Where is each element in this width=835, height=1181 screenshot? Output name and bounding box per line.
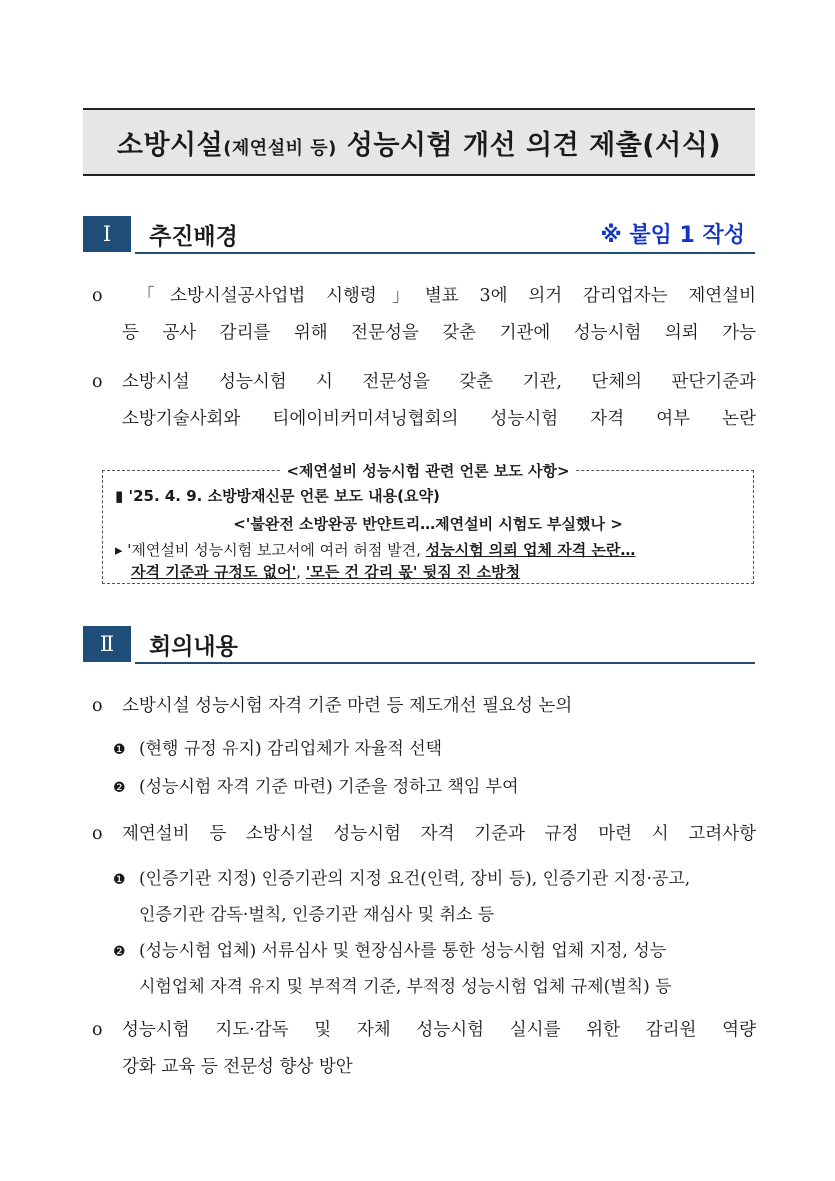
background-item-1: o 「소방시설공사업법 시행령」별표 3에 의거 감리업자는 제연설비 등 공사 감리를 위해 전문성을 갖춘 기관에 성능시험 의뢰 가능: [92, 278, 756, 352]
document-title: 소방시설(제연설비 등) 성능시험 개선 의견 제출(서식): [116, 129, 722, 161]
section-2-number: Ⅱ: [83, 626, 131, 662]
section-1-header: [83, 216, 755, 252]
background-item-2: o 소방시설 성능시험 시 전문성을 갖춘 기관, 단체의 판단기준과 소방기술사회와 티에이비커미셔닝협회의 성능시험 자격 여부 논란: [92, 364, 756, 438]
meeting-item-1-option-2: ❷ (성능시험 자격 기준 마련) 기준을 정하고 책임 부여: [113, 770, 756, 806]
number-2-icon: ❷: [113, 780, 126, 796]
document-title-box: [83, 108, 755, 176]
news-headline: <'불완전 소방완공 반얀트리…제연설비 시험도 부실했나 >: [233, 515, 623, 533]
news-summary-line-1: ▸ '제연설비 성능시험 보고서에 여러 허점 발견, 성능시험 의뢰 업체 자격 논란…: [115, 541, 636, 559]
meeting-item-3: o 성능시험 지도·감독 및 자체 성능시험 실시를 위한 감리원 역량 강화 교육 등 전문성 향상 방안: [92, 1012, 756, 1086]
bullet: o: [92, 824, 103, 844]
number-2-icon: ❷: [113, 944, 126, 960]
bullet: o: [92, 696, 103, 716]
section-2-heading: 회의내용: [149, 634, 238, 660]
meeting-item-2-point-2: ❷ (성능시험 업체) 서류심사 및 현장심사를 통한 성능시험 업체 지정, 성능 시험업체 자격 유지 및 부적격 기준, 부적정 성능시험 업체 규제(벌칙) 등: [113, 934, 756, 1005]
news-box-title: <제연설비 성능시험 관련 언론 보도 사항>: [280, 462, 575, 480]
number-1-icon: ❶: [113, 872, 126, 888]
bullet: o: [92, 1020, 103, 1040]
section-2-rule: [135, 662, 755, 664]
news-source: ▮ '25. 4. 9. 소방방재신문 언론 보도 내용(요약): [115, 487, 440, 505]
news-summary-line-2: 자격 기준과 규정도 없어', '모든 건 감리 몫' 뒷짐 진 소방청: [131, 563, 521, 581]
bullet: o: [92, 286, 103, 306]
section-2-header: [83, 626, 755, 662]
section-1-rule: [135, 252, 755, 254]
section-1-heading: 추진배경: [149, 224, 238, 250]
news-report-box: [102, 462, 754, 584]
meeting-item-2: o 제연설비 등 소방시설 성능시험 자격 기준과 규정 마련 시 고려사항: [92, 816, 756, 853]
number-1-icon: ❶: [113, 742, 126, 758]
meeting-item-2-point-1: ❶ (인증기관 지정) 인증기관의 지정 요건(인력, 장비 등), 인증기관 지정·공고, 인증기관 감독·벌칙, 인증기관 재심사 및 취소 등: [113, 862, 756, 933]
section-1-number: Ⅰ: [83, 216, 131, 252]
meeting-item-1: o 소방시설 성능시험 자격 기준 마련 등 제도개선 필요성 논의: [92, 688, 756, 725]
bullet: o: [92, 372, 103, 392]
attachment-note: ※ 붙임 1 작성: [600, 223, 745, 248]
meeting-item-1-option-1: ❶ (현행 규정 유지) 감리업체가 자율적 선택: [113, 732, 756, 768]
